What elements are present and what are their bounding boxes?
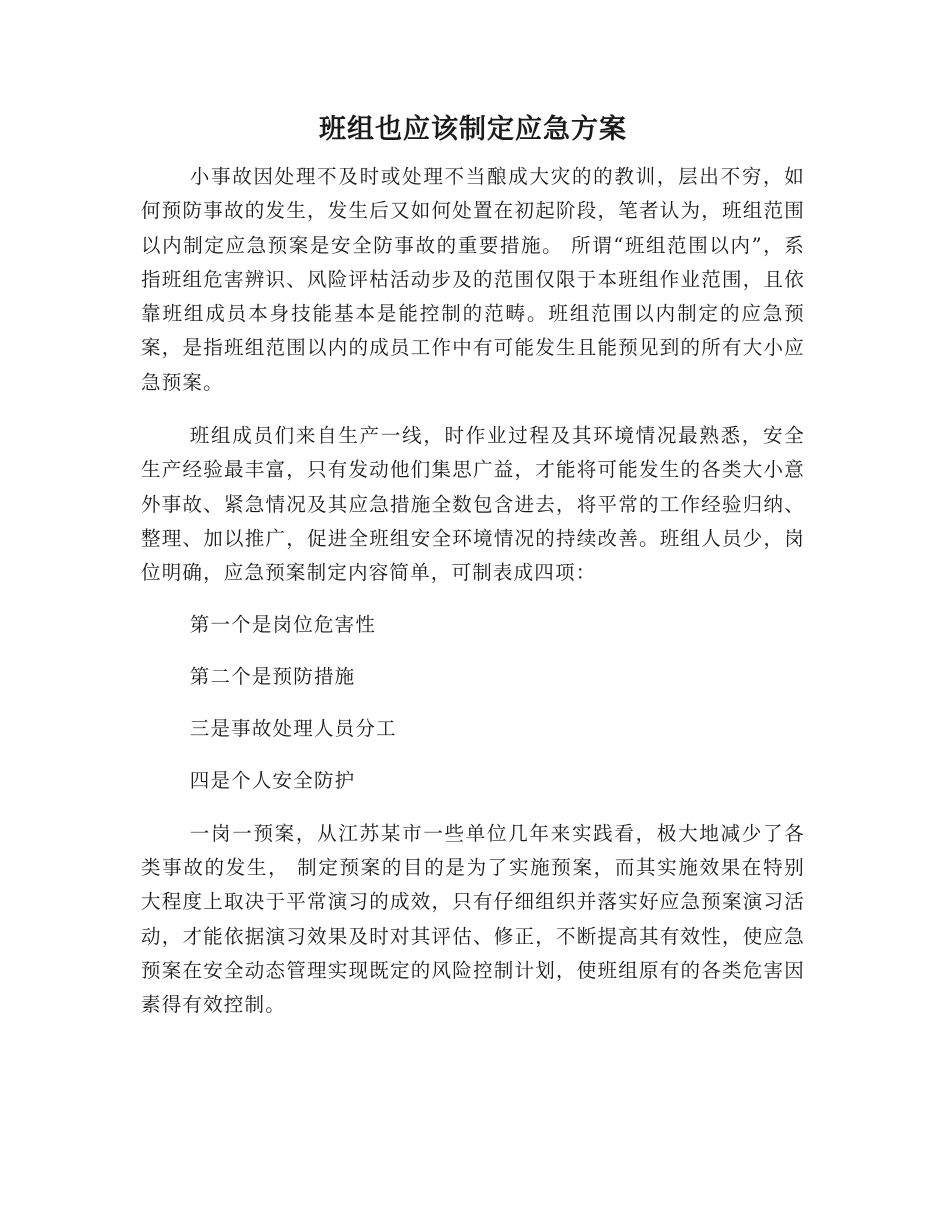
list-item-staff-division: 三是事故处理人员分工 [189,717,397,741]
list-item-personal-protection: 四是个人安全防护 [189,769,356,793]
document-page [141,110,805,1023]
list-item-post-hazard: 第一个是岗位危害性 [189,612,377,636]
paragraph-team-members: 班组成员们来自生产一线，时作业过程及其环境情况最熟悉，安全生产经验最丰富，只有发动他们集思广益，才能将可能发生的各类大小意外事故、紧急情况及其应急措施全数包含进去，将平常的工作经验归纳、整理、加以推广，促进全班组安全环境情况的持续改善。班组人员少，岗位明确，应急预案制定内容简单，可制表成四项： [141,424,805,585]
paragraph-conclusion: 一岗一预案，从江苏某市一些单位几年来实践看，极大地减少了各类事故的发生， 制定预案的目的是为了实施预案，而其实施效果在特别大程度上取决于平常演习的成效，只有仔细组织并落实好应急预案演习活动，才能依据演习效果及时对其评估、修正，不断提高其有效性，使应急预案在安全动态管理实现既定的风险控制计划，使班组原有的各类危害因素得有效控制。 [141,821,805,1017]
document-title: 班组也应该制定应急方案 [319,114,627,145]
list-item-prevention: 第二个是预防措施 [189,664,356,688]
paragraph-intro: 小事故因处理不及时或处理不当酿成大灾的的教训，层出不穷，如何预防事故的发生，发生后又如何处置在初起阶段，笔者认为，班组范围以内制定应急预案是安全防事故的重要措施。 所谓“班组范围以内”，系指班组危害辨识、风险评枯活动步及的范围仅限于本班组作业范围，且依靠班组成员本身技能基本是能控制的范畴。班组范围以内制定的应急预案，是指班组范围以内的成员工作中有可能发生且能预见到的所有大小应急预案。 [141,165,805,394]
